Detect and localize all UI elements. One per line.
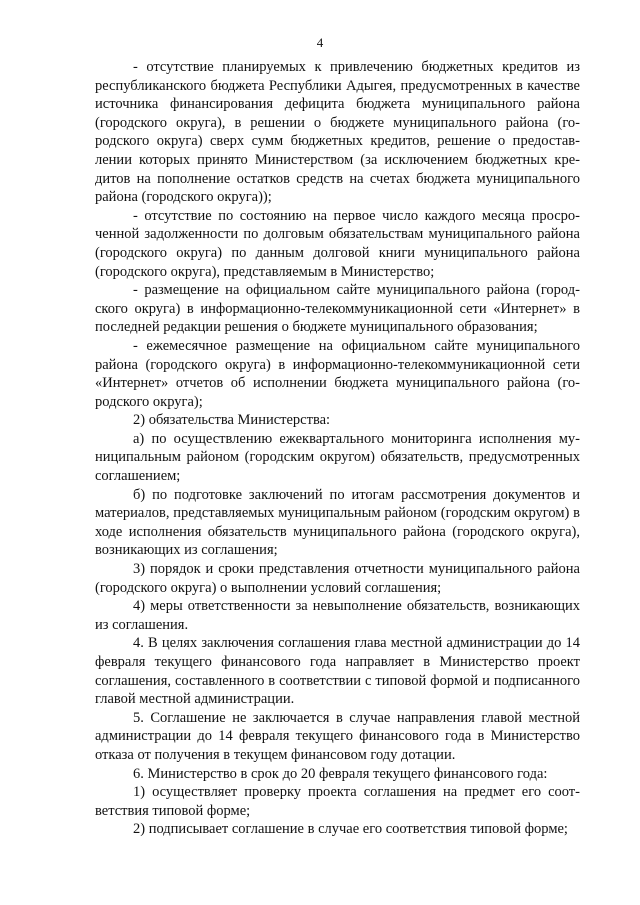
page-number: 4	[316, 35, 324, 50]
paragraph-section-6-item-1: 1) осуществляет проверку проекта соглашения на предмет его соответствия типовой форме;	[95, 784, 580, 819]
paragraph-section-6: 6. Министерство в срок до 20 февраля текущего финансового года:	[133, 765, 548, 782]
paragraph-no-overdue-debt: - отсутствие по состоянию на первое число каждого месяца просроченной задолженности по долговым обязательствам муниципального района (городского округа) по данным долговой книги муниципального района (городского округа), представляемым в Министерство;	[95, 207, 580, 280]
paragraph-no-planned-credits: - отсутствие планируемых к привлечению бюджетных кредитов из республиканского бюджета Республики Адыгея, предусмотренных в качестве источника финансирования дефицита бюджета муниципального района (городского округа), в решении о бюджете муниципального района (городского округа) сверх сумм бюджетных кредитов, решение о предоставлении которых принято Министерством (за исключением бюджетных кредитов на пополнение остатков средств на счетах бюджета муниципального района (городского округа));	[95, 59, 580, 206]
document-body	[95, 58, 580, 839]
paragraph-budget-publication: - размещение на официальном сайте муниципального района (городского округа) в информационно-телекоммуникационной сети «Интернет» в последней редакции решения о бюджете муниципального образования;	[95, 282, 580, 336]
paragraph-section-6-item-2: 2) подписывает соглашение в случае его соответствия типовой форме;	[133, 821, 568, 838]
paragraph-obligation-a: а) по осуществлению ежеквартального мониторинга исполнения муниципальным районом (городским округом) обязательств, предусмотренных соглашением;	[95, 430, 580, 485]
paragraph-liability: 4) меры ответственности за невыполнение обязательств, возникающих из соглашения.	[95, 598, 580, 633]
paragraph-monthly-reports: - ежемесячное размещение на официальном сайте муниципального района (городского округа) в информационно-телекоммуникационной сети «Интернет» отчетов об исполнении бюджета муниципального района (городского округа);	[95, 337, 580, 410]
paragraph-reporting: 3) порядок и сроки представления отчетности муниципального района (городского округа) о выполнении условий соглашения;	[95, 561, 580, 596]
paragraph-obligation-b: б) по подготовке заключений по итогам рассмотрения документов и материалов, представляемых муниципальным районом (городским округом) в ходе исполнения обязательств муниципального района (городского округа), возникающих из соглашения;	[95, 486, 580, 559]
paragraph-section-5: 5. Соглашение не заключается в случае направления главой местной администрации до 14 февраля текущего финансового года в Министерство отказа от получения в текущем финансовом году дотации.	[95, 709, 580, 763]
paragraph-ministry-obligations: 2) обязательства Министерства:	[133, 412, 331, 429]
paragraph-section-4: 4. В целях заключения соглашения глава местной администрации до 14 февраля текущего финансового года направляет в Министерство проект соглашения, составленного в соответствии с типовой формой и подписанного главой местной администрации.	[95, 635, 580, 708]
